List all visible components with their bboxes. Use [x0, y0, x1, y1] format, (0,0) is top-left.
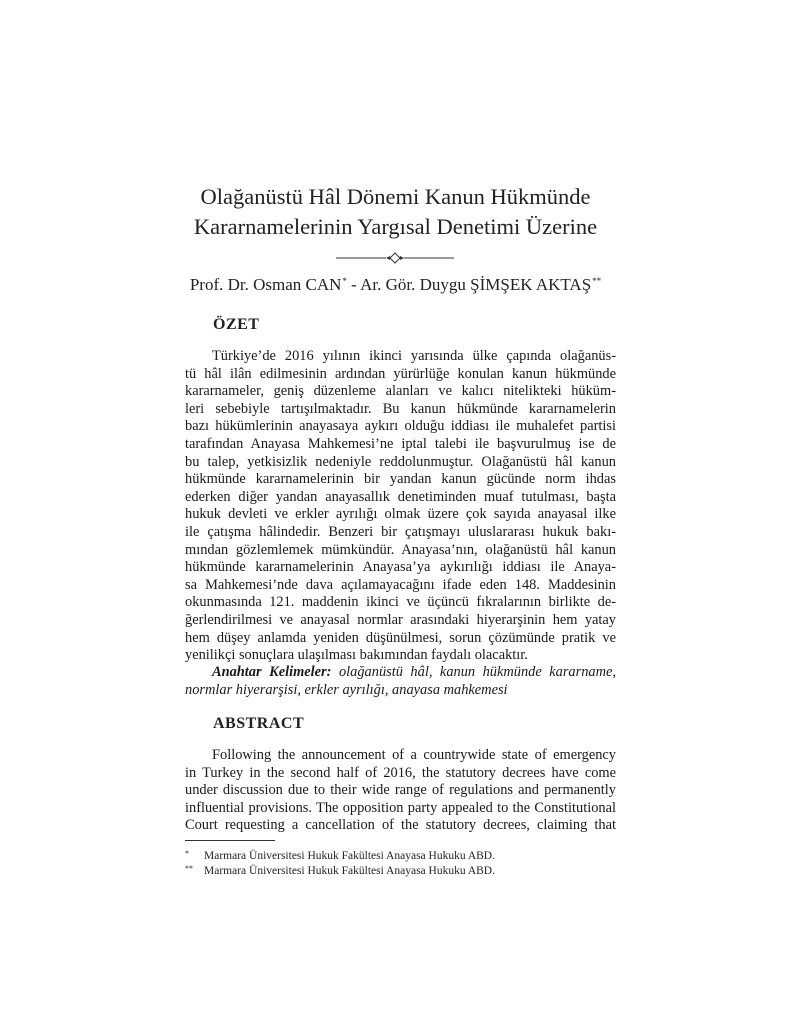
- abstract-paragraph: [185, 747, 616, 835]
- ozet-line: kararnameler, geniş düzenleme alanları ve kalıcı nitelikteki hüküm-: [185, 383, 616, 400]
- abstract-line: in Turkey in the second half of 2016, the statutory decrees have come: [185, 764, 616, 781]
- footnote-divider: [185, 840, 275, 841]
- keywords-paragraph: [185, 664, 616, 699]
- ozet-line: hem düşey anlamda yeniden düşünülmesi, sorun çözümünde pratik ve: [185, 629, 616, 646]
- abstract-line: Court requesting a cancellation of the statutory decrees, claiming that: [185, 817, 616, 834]
- footnote-2-text: Marmara Üniversitesi Hukuk Fakültesi Anayasa Hukuku ABD.: [204, 865, 495, 877]
- ozet-line: bazı hükümlerinin anayasaya aykırı olduğu iddiası ile muhalefet partisi: [185, 418, 616, 435]
- ozet-line: mından gözlemlemek mümkündür. Anayasa’nın, olağanüstü hâl kanun: [185, 541, 616, 558]
- ozet-line: okunmasında 121. maddenin ikinci ve üçüncü fıkralarının birlikte de-: [185, 594, 616, 611]
- ozet-paragraph: [185, 348, 616, 665]
- keywords-text-1: olağanüstü hâl, kanun hükmünde kararname,: [338, 664, 616, 680]
- author-2: Ar. Gör. Duygu ŞİMŞEK AKTAŞ: [360, 275, 592, 294]
- keywords-line-1: [185, 664, 616, 682]
- ozet-line: bu talep, yetkisizlik nedeniyle reddolunmuştur. Olağanüstü hâl kanun: [185, 453, 616, 470]
- ozet-line: hükmünde kararnamelerinin bir yandan kanun gücünde norm ihdas: [185, 471, 616, 488]
- ozet-line: yenilikçi sonuçlara ulaşılması bakımından faydalı olacaktır.: [185, 647, 528, 664]
- ozet-line: hukuk devleti ve erkler ayrılığı olmak üzere çok sayıda anayasal ilke: [185, 506, 616, 523]
- keywords-text-2: normlar hiyerarşisi, erkler ayrılığı, anayasa mahkemesi: [185, 681, 508, 698]
- keywords-label: Anahtar Kelimeler:: [212, 664, 332, 680]
- title-line-1: Olağanüstü Hâl Dönemi Kanun Hükmünde: [200, 184, 591, 209]
- footnote-1-mark: *: [185, 849, 189, 858]
- footnote-1-text: Marmara Üniversitesi Hukuk Fakültesi Anayasa Hukuku ABD.: [204, 850, 495, 862]
- abstract-heading: ABSTRACT: [213, 715, 305, 732]
- ozet-line: leri sebebiyle tartışılmaktadır. Bu kanun hükmünde kararnamelerin: [185, 400, 616, 417]
- ozet-line: hükmünde kararnamelerinin Anayasa’ya aykırılığı iddiası ile Anaya-: [185, 559, 616, 576]
- ozet-line: ile çatışma hâlindedir. Benzeri bir çatışmayı uluslararası hukuk bakı-: [185, 523, 616, 540]
- abstract-line: under discussion due to their wide range of regulations and permanently: [185, 782, 616, 799]
- ozet-heading: ÖZET: [213, 316, 260, 333]
- abstract-line: Following the announcement of a countrywide state of emergency: [212, 747, 616, 763]
- footnote-2: [185, 861, 616, 879]
- ozet-line: tarafından Anayasa Mahkemesi’ne iptal talebi ile başvurulmuş ise de: [185, 435, 616, 452]
- title-line-2: Kararnamelerinin Yargısal Denetimi Üzerine: [193, 214, 598, 239]
- author-separator: -: [346, 275, 361, 294]
- ozet-line: ederken diğer yandan anayasallık denetiminden muaf tutulması, başta: [185, 488, 616, 505]
- footnote-2-mark: **: [185, 864, 193, 873]
- ozet-line: ğerlendirilmesi ve anayasal normlar arasındaki hiyerarşinin hem yatay: [185, 611, 616, 628]
- ozet-line: tü hâl ilân edilmesinin ardından yürürlüğe konulan kanun hükmünde: [185, 365, 616, 382]
- author-1: Prof. Dr. Osman CAN: [189, 275, 342, 294]
- author-2-footnote-mark: **: [592, 276, 602, 286]
- author-line: [120, 269, 671, 297]
- article-title: [150, 182, 641, 242]
- ozet-line: Türkiye’de 2016 yılının ikinci yarısında ülke çapında olağanüs-: [212, 348, 616, 364]
- ozet-line: sa Mahkemesi’nde dava açılamayacağını ifade eden 148. Maddesinin: [185, 576, 616, 593]
- abstract-line: influential provisions. The opposition party appealed to the Constitutional: [185, 799, 616, 816]
- title-divider-ornament: [334, 251, 456, 265]
- author-1-footnote-mark: *: [342, 276, 347, 286]
